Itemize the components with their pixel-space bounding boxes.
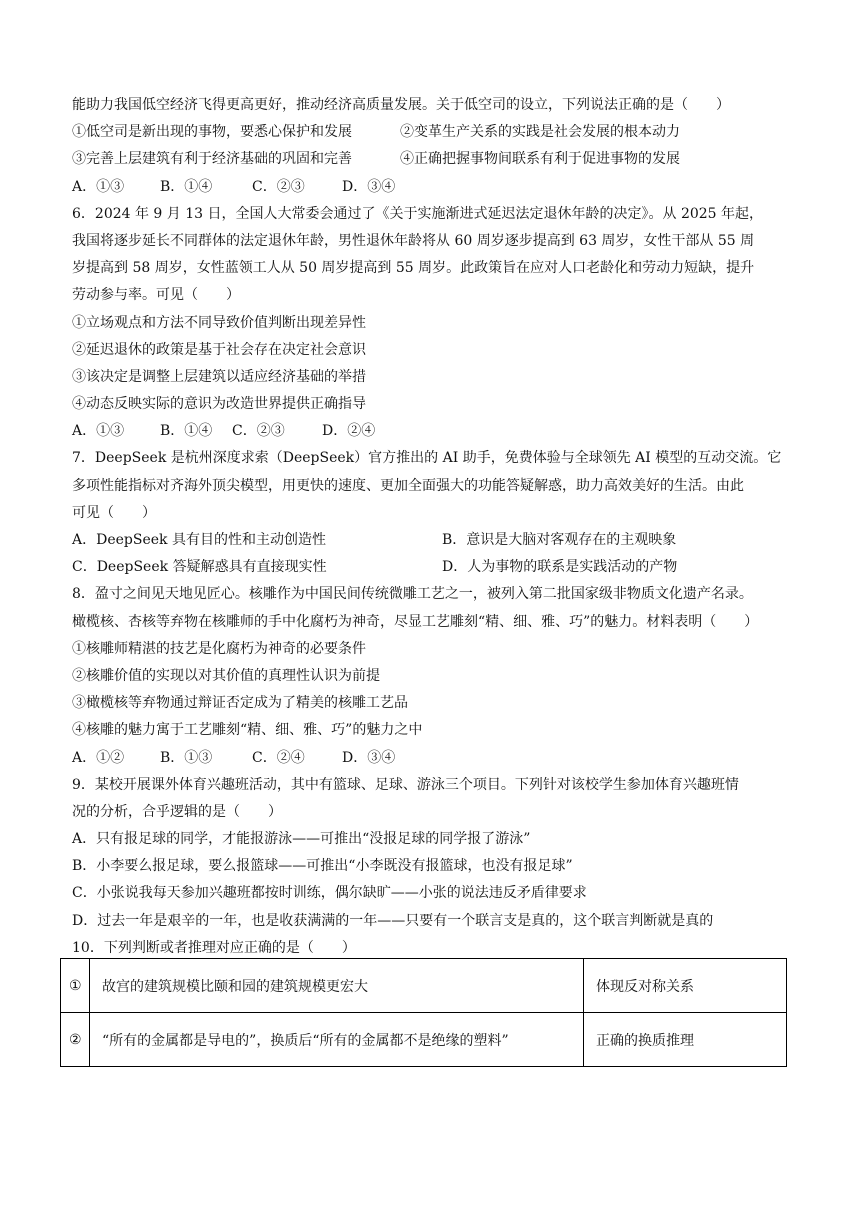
q6-item-4: ④动态反映实际的意识为改造世界提供正确指导 <box>72 396 366 413</box>
q5-item-4: ④正确把握事物间联系有利于促进事物的发展 <box>400 151 680 168</box>
q7-option-a: A．DeepSeek 具有目的性和主动创造性 <box>72 532 326 548</box>
q8-item-2: ②核雕价值的实现以对其价值的真理性认识为前提 <box>72 667 380 684</box>
q5-options <box>72 174 792 201</box>
q8-stem-line-2: 橄榄核、杏核等弃物在核雕师的手中化腐朽为神奇，尽显工艺雕刻“精、细、雅、巧”的魅力。材料表明（ ） <box>72 613 759 630</box>
q5-option-c: C．②③ <box>252 178 305 195</box>
q5-option-b: B．①④ <box>160 178 213 195</box>
q6-options <box>72 418 792 445</box>
q5-item-3: ③完善上层建筑有利于经济基础的巩固和完善 <box>72 151 352 168</box>
q9-option-d: D．过去一年是艰辛的一年，也是收获满满的一年——只要有一个联言支是真的，这个联言判断就是真的 <box>72 912 714 929</box>
q8-option-a: A．①② <box>72 749 125 766</box>
q10-stem: 10．下列判断或者推理对应正确的是（ ） <box>72 939 356 956</box>
q8-option-c: C．②④ <box>252 749 305 766</box>
q8-item-4: ④核雕的魅力寓于工艺雕刻“精、细、雅、巧”的魅力之中 <box>72 722 423 739</box>
q5-option-d: D．③④ <box>342 178 396 195</box>
q5-option-a: A．①③ <box>72 178 125 195</box>
q5-items-row2 <box>72 146 792 173</box>
q6-stem-line-3: 岁提高到 58 周岁，女性蓝领工人从 50 周岁提高到 55 周岁。此政策旨在应对人口老龄化和劳动力短缺，提升 <box>72 260 755 277</box>
q9-option-b: B．小李要么报足球，要么报篮球——可推出“小李既没有报篮球，也没有报足球” <box>72 858 573 875</box>
q8-options <box>72 745 792 772</box>
q5-item-1: ①低空司是新出现的事物，要悉心保护和发展 <box>72 124 352 141</box>
q6-option-c: C．②③ <box>232 423 285 440</box>
q7-option-d: D．人为事物的联系是实践活动的产物 <box>442 559 678 576</box>
q10-row-2-result: 正确的换质推理 <box>584 1013 787 1067</box>
q7-stem-line-2: 多项性能指标对齐海外顶尖模型，用更快的速度、更加全面强大的功能答疑解惑，助力高效美好的生活。由此 <box>72 477 744 494</box>
q7-option-b: B．意识是大脑对客观存在的主观映象 <box>442 532 677 548</box>
q8-item-1: ①核雕师精湛的技艺是化腐朽为神奇的必要条件 <box>72 640 366 657</box>
q6-stem-line-1: 6．2024 年 9 月 13 日，全国人大常委会通过了《关于实施渐进式延迟法定退休年龄的决定》。从 2025 年起， <box>72 205 764 222</box>
q5-item-2: ②变革生产关系的实践是社会发展的根本动力 <box>400 124 680 141</box>
q7-option-c: C．DeepSeek 答疑解惑具有直接现实性 <box>72 559 327 576</box>
q10-row-1-content: 故宫的建筑规模比颐和园的建筑规模更宏大 <box>90 959 584 1013</box>
q6-item-2: ②延迟退休的政策是基于社会存在决定社会意识 <box>72 341 366 358</box>
q7-options-row1 <box>72 527 792 554</box>
q6-item-3: ③该决定是调整上层建筑以适应经济基础的举措 <box>72 368 366 385</box>
q10-row-2-content: “所有的金属都是导电的”，换质后“所有的金属都不是绝缘的塑料” <box>90 1013 584 1067</box>
q9-option-a: A．只有报足球的同学，才能报游泳——可推出“没报足球的同学报了游泳” <box>72 831 531 848</box>
q9-stem-line-2: 况的分析，合乎逻辑的是（ ） <box>72 803 282 820</box>
q5-stem: 能助力我国低空经济飞得更高更好，推动经济高质量发展。关于低空司的设立，下列说法正确的是（ ） <box>72 97 730 113</box>
q10-row-1-num: ① <box>61 959 90 1013</box>
q6-item-1: ①立场观点和方法不同导致价值判断出现差异性 <box>72 314 366 331</box>
q6-option-a: A．①③ <box>72 423 125 440</box>
exam-page <box>72 92 792 962</box>
q6-stem-line-4: 劳动参与率。可见（ ） <box>72 287 240 304</box>
table-row <box>61 959 787 1013</box>
q5-items-row1 <box>72 119 792 146</box>
q7-stem-line-3: 可见（ ） <box>72 504 156 521</box>
q7-stem-line-1: 7．DeepSeek 是杭州深度求索（DeepSeek）官方推出的 AI 助手，免费体验与全球领先 AI 模型的互动交流。它 <box>72 450 782 467</box>
q7-options-row2 <box>72 554 792 581</box>
table-row <box>61 1013 787 1067</box>
q10-table <box>60 958 787 1067</box>
q8-stem-line-1: 8．盈寸之间见天地见匠心。核雕作为中国民间传统微雕工艺之一，被列入第二批国家级非物质文化遗产名录。 <box>72 586 753 603</box>
q10-row-1-result: 体现反对称关系 <box>584 959 787 1013</box>
q6-option-b: B．①④ <box>160 423 213 440</box>
q6-stem-line-2: 我国将逐步延长不同群体的法定退休年龄，男性退休年龄将从 60 周岁逐步提高到 63 周岁，女性干部从 55 周 <box>72 232 755 249</box>
q10-row-2-num: ② <box>61 1013 90 1067</box>
q8-item-3: ③橄榄核等弃物通过辩证否定成为了精美的核雕工艺品 <box>72 695 408 712</box>
q9-option-c: C．小张说我每天参加兴趣班都按时训练，偶尔缺旷——小张的说法违反矛盾律要求 <box>72 885 587 902</box>
q9-stem-line-1: 9．某校开展课外体育兴趣班活动，其中有篮球、足球、游泳三个项目。下列针对该校学生参加体育兴趣班情 <box>72 776 739 793</box>
q6-option-d: D．②④ <box>322 423 376 440</box>
q8-option-d: D．③④ <box>342 749 396 766</box>
q8-option-b: B．①③ <box>160 749 213 766</box>
